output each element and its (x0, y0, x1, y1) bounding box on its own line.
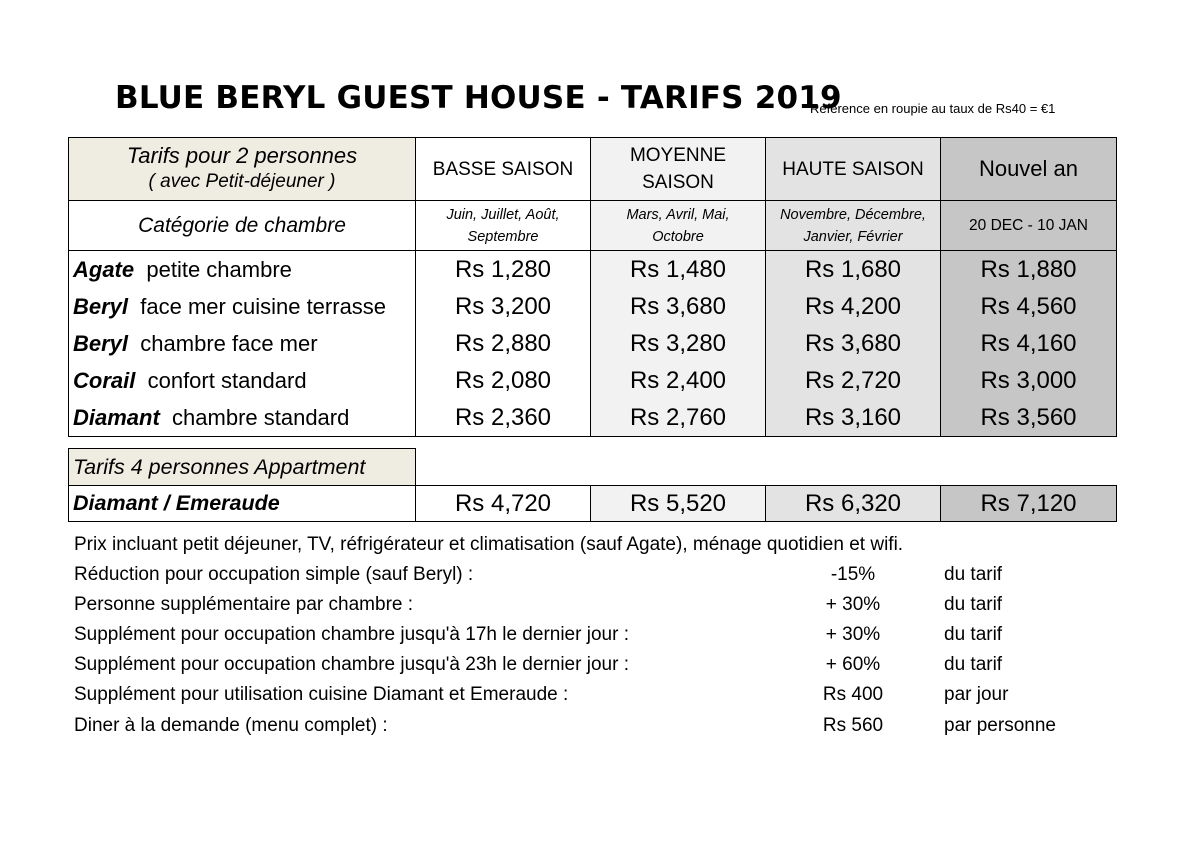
note-unit: par jour (944, 684, 1009, 705)
room-name-cell (69, 326, 416, 363)
note-unit: du tarif (944, 624, 1003, 645)
table-row (69, 486, 1117, 522)
table-row (69, 400, 1117, 437)
room-name-cell (69, 400, 416, 437)
season-basse-header: BASSE SAISON (416, 138, 591, 201)
season-nouvel-an-header: Nouvel an (941, 138, 1117, 201)
price-basse: Rs 2,880 (416, 326, 591, 363)
rates-table (68, 137, 1117, 437)
note-value: -15% (830, 564, 876, 585)
price-nouvel-an: Rs 3,000 (941, 363, 1117, 400)
table-row (69, 251, 1117, 289)
category-label: Catégorie de chambre (69, 201, 416, 251)
room-name: Beryl (73, 294, 129, 319)
exchange-rate-note: Référence en roupie au taux de Rs40 = €1 (810, 101, 1056, 116)
title-row (115, 80, 1115, 124)
season-haute-header: HAUTE SAISON (766, 138, 941, 201)
note-label: Personne supplémentaire par chambre : (74, 594, 414, 615)
note-unit: du tarif (944, 654, 1003, 675)
note-value: Rs 400 (822, 684, 884, 705)
apartment-header-row (69, 449, 1117, 486)
price-basse: Rs 2,080 (416, 363, 591, 400)
apartment-name: Diamant / Emeraude (69, 486, 416, 522)
table-row (69, 289, 1117, 326)
note-unit: du tarif (944, 564, 1003, 585)
months-moyenne-line2: Octobre (652, 228, 704, 245)
table-row (69, 363, 1117, 400)
months-haute-line1: Novembre, Décembre, (780, 206, 926, 223)
room-name: Diamant (73, 404, 160, 430)
room-name-cell (69, 289, 416, 326)
room-name-cell (69, 363, 416, 400)
rates-label: Tarifs pour 2 personnes (126, 143, 358, 168)
price-basse: Rs 3,200 (416, 289, 591, 326)
note-label: Supplément pour utilisation cuisine Diamant et Emeraude : (74, 684, 569, 705)
page-title: BLUE BERYL GUEST HOUSE - TARIFS 2019 (115, 80, 842, 116)
apt-price-nouvel-an: Rs 7,120 (941, 486, 1117, 522)
price-haute: Rs 3,160 (766, 400, 941, 437)
note-unit: du tarif (944, 594, 1003, 615)
price-moyenne: Rs 3,680 (591, 289, 766, 326)
apt-price-basse: Rs 4,720 (416, 486, 591, 522)
price-nouvel-an: Rs 1,880 (941, 251, 1117, 289)
season-moyenne-line1: MOYENNE (629, 145, 727, 166)
season-moyenne-line2: SAISON (642, 172, 714, 193)
price-basse: Rs 2,360 (416, 400, 591, 437)
room-name: Beryl (73, 331, 129, 356)
price-moyenne: Rs 2,400 (591, 363, 766, 400)
price-moyenne: Rs 3,280 (591, 326, 766, 363)
note-label: Diner à la demande (menu complet) : (74, 715, 388, 736)
months-moyenne-line1: Mars, Avril, Mai, (626, 206, 730, 223)
note-unit: par personne (944, 715, 1056, 736)
price-nouvel-an: Rs 4,560 (941, 289, 1117, 326)
apartment-label: Tarifs 4 personnes Appartment (69, 449, 416, 486)
note-value: + 30% (825, 594, 881, 615)
price-moyenne: Rs 2,760 (591, 400, 766, 437)
note-label: Réduction pour occupation simple (sauf Beryl) : (74, 564, 474, 585)
room-desc: chambre standard (172, 404, 350, 430)
note-label: Supplément pour occupation chambre jusqu'à 23h le dernier jour : (74, 654, 629, 675)
rates-label-cell (69, 138, 416, 201)
season-header-row (69, 138, 1117, 201)
room-name: Agate (73, 256, 135, 282)
season-months-row (69, 201, 1117, 251)
note-value: + 60% (825, 654, 881, 675)
months-basse (416, 201, 591, 251)
months-haute-line2: Janvier, Février (803, 228, 903, 245)
room-desc: confort standard (147, 368, 307, 393)
included-note: Prix incluant petit déjeuner, TV, réfrigérateur et climatisation (sauf Agate), ménage quotidien et wifi. (74, 534, 904, 555)
months-moyenne (591, 201, 766, 251)
apt-price-moyenne: Rs 5,520 (591, 486, 766, 522)
room-name: Corail (73, 368, 136, 393)
note-label: Supplément pour occupation chambre jusqu'à 17h le dernier jour : (74, 624, 629, 645)
price-nouvel-an: Rs 3,560 (941, 400, 1117, 437)
months-basse-line2: Septembre (467, 228, 539, 245)
room-desc: face mer cuisine terrasse (140, 294, 387, 319)
apartment-table (68, 448, 1117, 522)
price-haute: Rs 3,680 (766, 326, 941, 363)
price-basse: Rs 1,280 (416, 251, 591, 289)
price-haute: Rs 4,200 (766, 289, 941, 326)
months-haute (766, 201, 941, 251)
room-desc: chambre face mer (140, 331, 318, 356)
rates-sublabel: ( avec Petit-déjeuner ) (148, 171, 336, 192)
note-value: + 30% (825, 624, 881, 645)
months-basse-line1: Juin, Juillet, Août, (446, 206, 560, 223)
apartment-header-spacer (416, 449, 1117, 486)
season-moyenne-header (591, 138, 766, 201)
note-value: Rs 560 (822, 715, 884, 736)
apt-price-haute: Rs 6,320 (766, 486, 941, 522)
table-row (69, 326, 1117, 363)
price-haute: Rs 2,720 (766, 363, 941, 400)
price-haute: Rs 1,680 (766, 251, 941, 289)
months-nouvel-an: 20 DEC - 10 JAN (941, 201, 1117, 251)
price-nouvel-an: Rs 4,160 (941, 326, 1117, 363)
price-moyenne: Rs 1,480 (591, 251, 766, 289)
room-desc: petite chambre (146, 256, 292, 282)
room-name-cell (69, 251, 416, 289)
